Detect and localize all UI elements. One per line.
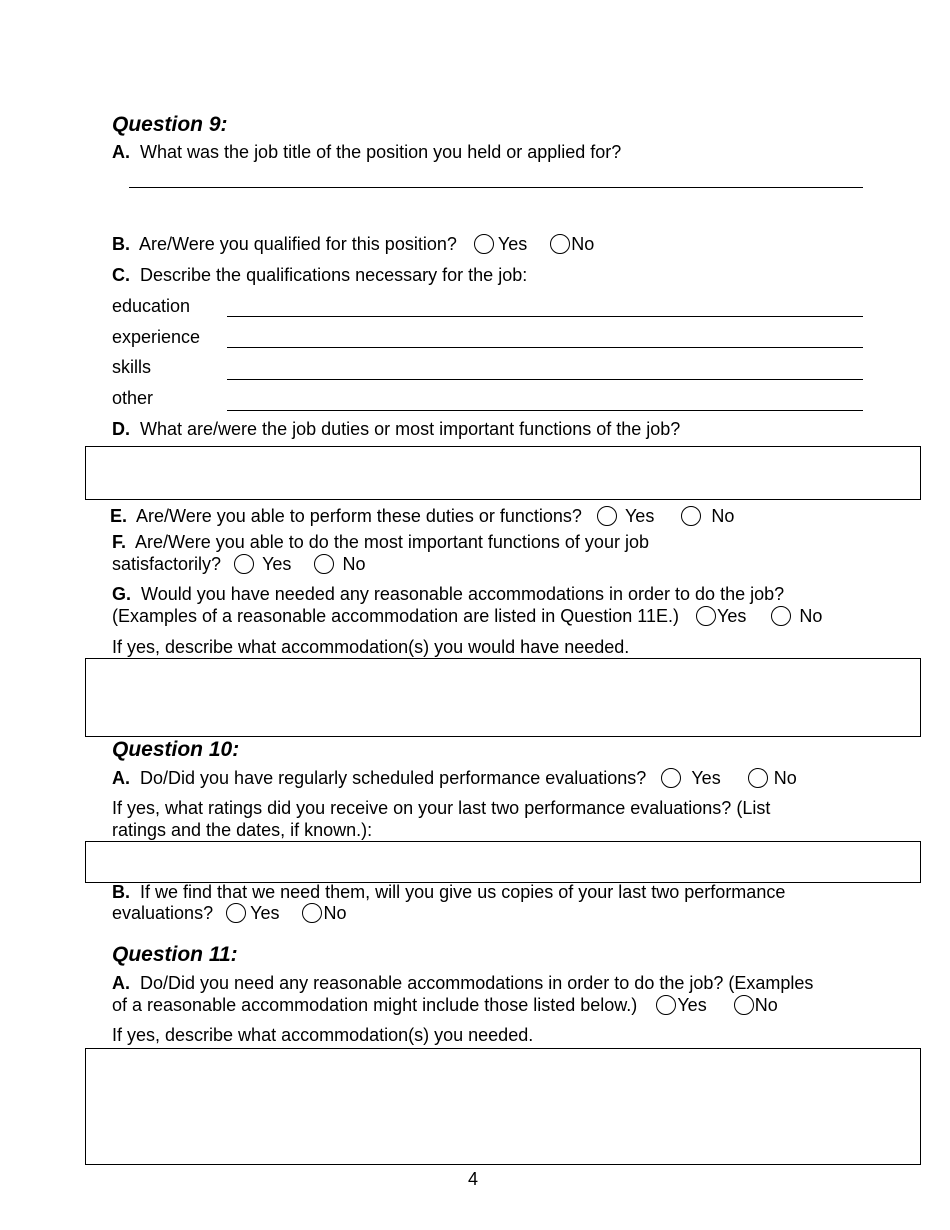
- q11a-question-line1: [112, 972, 813, 994]
- q10a-followup-line1: If yes, what ratings did you receive on your last two performance evaluations? (List: [112, 798, 771, 818]
- q9f-label: F.: [112, 532, 127, 552]
- q10a-text: Do/Did you have regularly scheduled performance evaluations?: [140, 768, 647, 788]
- q10b-yes-option[interactable]: Yes: [226, 902, 279, 924]
- q9b-label: B.: [112, 234, 130, 254]
- q9b-yes-option[interactable]: Yes: [474, 233, 527, 255]
- experience-input-line[interactable]: [227, 347, 863, 348]
- q9g-text-line2: (Examples of a reasonable accommodation are listed in Question 11E.): [112, 606, 679, 626]
- q11a-text-line2: of a reasonable accommodation might include those listed below.): [112, 995, 638, 1015]
- q10a-no-option[interactable]: No: [748, 767, 797, 789]
- question-11-heading: Question 11:: [112, 943, 238, 966]
- page-number: 4: [468, 1169, 479, 1189]
- education-label: education: [112, 296, 191, 316]
- q9g-yes-radio[interactable]: [696, 606, 716, 626]
- q9e-label: E.: [110, 506, 128, 526]
- q9c-label: C.: [112, 265, 130, 285]
- q9f-no-radio[interactable]: [314, 554, 334, 574]
- other-label: other: [112, 388, 154, 408]
- q9e-no-radio[interactable]: [681, 506, 701, 526]
- q9e-yes-radio[interactable]: [597, 506, 617, 526]
- q11a-no-option[interactable]: No: [734, 994, 778, 1016]
- education-input-line[interactable]: [227, 316, 863, 317]
- q10a-no-radio[interactable]: [748, 768, 768, 788]
- q9b-text: Are/Were you qualified for this position?: [139, 234, 457, 254]
- q11a-text-line1: Do/Did you need any reasonable accommodations in order to do the job? (Examples: [140, 973, 814, 993]
- q11a-question-line2: [112, 994, 778, 1016]
- q11a-followup: If yes, describe what accommodation(s) you needed.: [112, 1025, 534, 1045]
- q10a-yes-option[interactable]: Yes: [661, 767, 720, 789]
- q9f-question-line1: [112, 531, 649, 553]
- performance-ratings-textbox[interactable]: [85, 841, 921, 883]
- question-9-heading: Question 9:: [112, 113, 228, 136]
- q9f-question-line2: [112, 553, 365, 575]
- q11a-yes-radio[interactable]: [656, 995, 676, 1015]
- accommodations-used-textbox[interactable]: [85, 1048, 921, 1165]
- q10b-question-line2: [112, 902, 347, 924]
- q9e-no-option[interactable]: No: [681, 505, 734, 527]
- q10b-text-line2: evaluations?: [112, 903, 214, 923]
- q9f-yes-radio[interactable]: [234, 554, 254, 574]
- q9d-text: What are/were the job duties or most important functions of the job?: [140, 419, 681, 439]
- q9e-yes-option[interactable]: Yes: [597, 505, 654, 527]
- q9a-label: A.: [112, 142, 130, 162]
- q9c-question: [112, 264, 527, 286]
- q9g-question-line1: [112, 583, 784, 605]
- q9f-text-line1: Are/Were you able to do the most important functions of your job: [135, 532, 649, 552]
- q9g-followup: If yes, describe what accommodation(s) you would have needed.: [112, 637, 630, 657]
- q9b-no-radio[interactable]: [550, 234, 570, 254]
- q9g-yes-option[interactable]: Yes: [696, 605, 746, 627]
- q10b-label: B.: [112, 882, 130, 902]
- skills-input-line[interactable]: [227, 379, 863, 380]
- q9b-no-option[interactable]: No: [550, 233, 594, 255]
- q9g-no-option[interactable]: No: [771, 605, 822, 627]
- q9c-text: Describe the qualifications necessary for the job:: [140, 265, 528, 285]
- q10b-no-radio[interactable]: [302, 903, 322, 923]
- q9e-question: [110, 505, 734, 527]
- q9f-no-option[interactable]: No: [314, 553, 365, 575]
- q10b-yes-radio[interactable]: [226, 903, 246, 923]
- q9g-label: G.: [112, 584, 132, 604]
- q9e-text: Are/Were you able to perform these duties or functions?: [136, 506, 582, 526]
- skills-label: skills: [112, 357, 151, 377]
- experience-label: experience: [112, 327, 201, 347]
- q10a-yes-radio[interactable]: [661, 768, 681, 788]
- q11a-label: A.: [112, 973, 130, 993]
- q10a-label: A.: [112, 768, 130, 788]
- q10a-followup-line2: ratings and the dates, if known.):: [112, 820, 373, 840]
- q9f-yes-option[interactable]: Yes: [234, 553, 291, 575]
- q9a-text: What was the job title of the position you held or applied for?: [140, 142, 622, 162]
- q10b-text-line1: If we find that we need them, will you give us copies of your last two performance: [140, 882, 786, 902]
- q10b-no-option[interactable]: No: [302, 902, 346, 924]
- q9f-text-line2: satisfactorily?: [112, 554, 222, 574]
- job-title-input-line[interactable]: [129, 187, 863, 188]
- q9g-no-radio[interactable]: [771, 606, 791, 626]
- accommodations-needed-textbox[interactable]: [85, 658, 921, 737]
- other-input-line[interactable]: [227, 410, 863, 411]
- job-duties-textbox[interactable]: [85, 446, 921, 500]
- q9g-question-line2: [112, 605, 822, 627]
- q10b-question-line1: [112, 881, 785, 903]
- q10a-question: [112, 767, 797, 789]
- question-10-heading: Question 10:: [112, 738, 240, 761]
- q9g-text-line1: Would you have needed any reasonable accommodations in order to do the job?: [141, 584, 785, 604]
- q11a-yes-option[interactable]: Yes: [656, 994, 706, 1016]
- q9d-question: [112, 418, 680, 440]
- q9b-question: [112, 233, 594, 255]
- q9d-label: D.: [112, 419, 130, 439]
- q9b-yes-radio[interactable]: [474, 234, 494, 254]
- q9a-question: [112, 141, 621, 163]
- q11a-no-radio[interactable]: [734, 995, 754, 1015]
